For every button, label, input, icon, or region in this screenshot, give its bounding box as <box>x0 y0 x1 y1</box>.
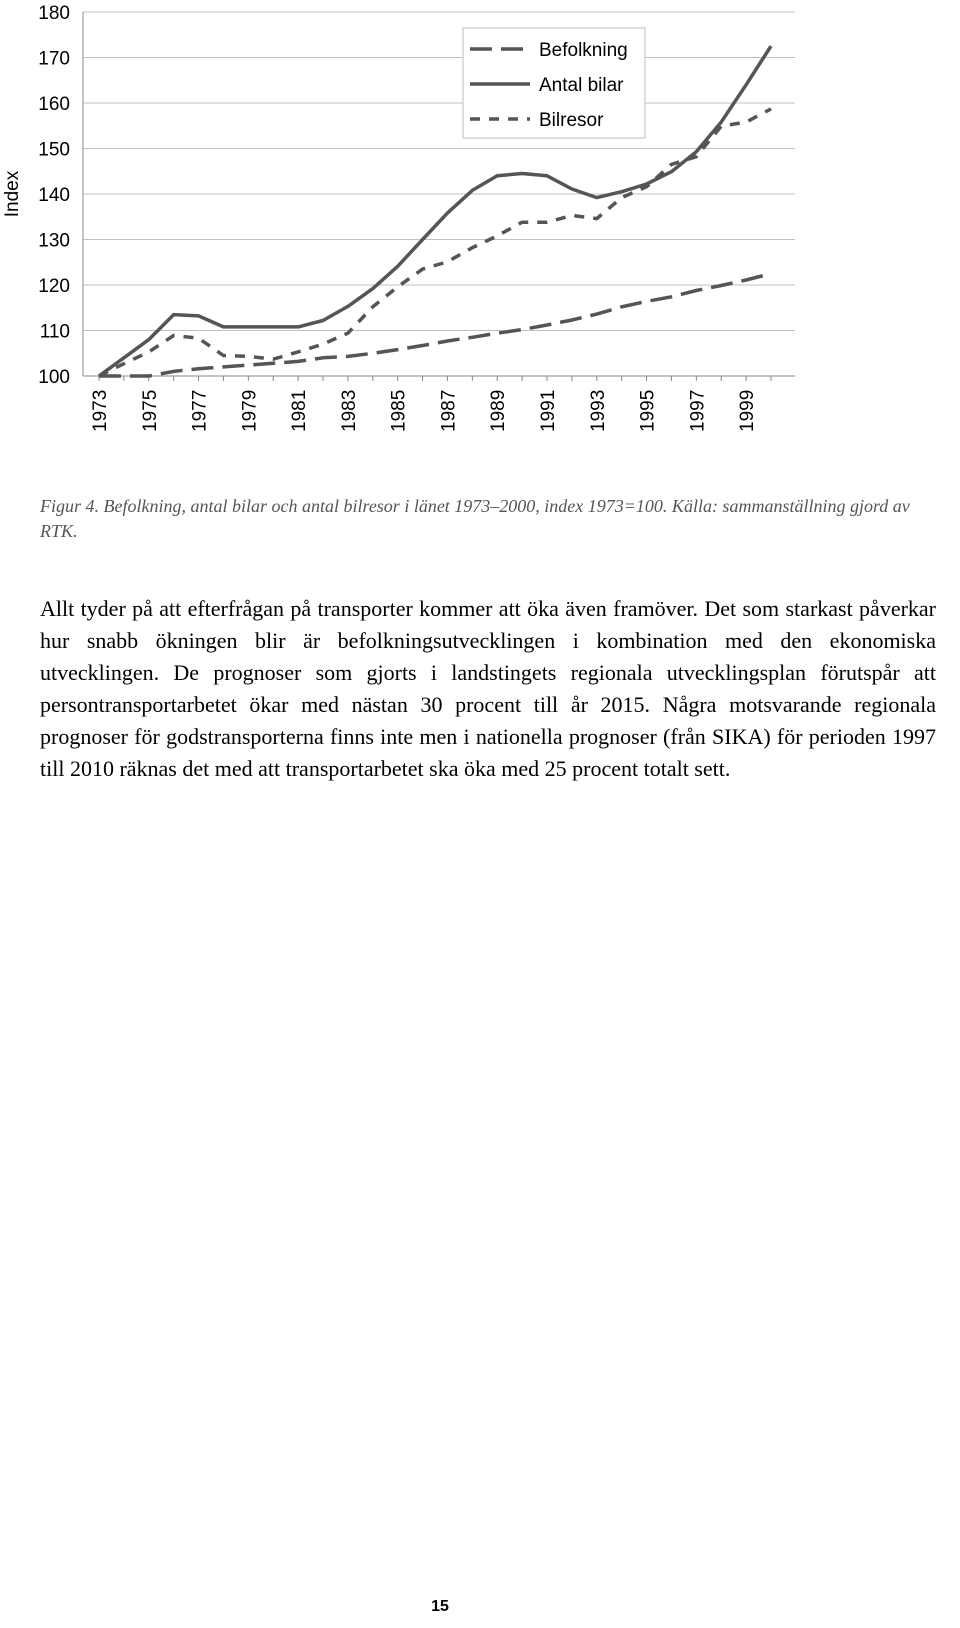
x-tick-label: 1973 <box>90 389 111 432</box>
legend-label: Antal bilar <box>539 75 624 96</box>
x-tick-label: 1995 <box>637 389 659 432</box>
x-tick-label: 1983 <box>338 389 360 432</box>
line-chart <box>0 0 960 470</box>
legend-label: Bilresor <box>539 110 604 131</box>
y-tick-label: 170 <box>38 48 70 70</box>
x-tick-label: 1975 <box>139 389 161 432</box>
x-tick-label: 1985 <box>388 389 410 432</box>
y-tick-label: 140 <box>38 185 70 206</box>
y-axis-label: Index <box>2 170 23 218</box>
series-line-antal-bilar <box>99 46 771 376</box>
series-line-befolkning <box>99 274 771 376</box>
y-tick-labels <box>38 3 70 388</box>
body-paragraph: Allt tyder på att efterfrågan på transporter kommer att öka även framöver. Det som starkast påverkar hur snabb ökningen blir är befolkningsutvecklingen i kombination med den ekonomiska utvecklingen. De prognoser som gjorts i landstingets regionala utvecklingsplan förutspår att persontransportarbetet ökar med nästan 30 procent till år 2015. Några motsvarande regionala prognoser för godstransporterna finns inte men i nationella prognoser (från SIKA) för perioden 1997 till 2010 räknas det med att transportarbetet ska öka med 25 procent totalt sett. <box>40 596 936 781</box>
y-tick-label: 120 <box>38 276 70 297</box>
legend <box>463 28 645 138</box>
x-tick-label: 1997 <box>687 389 709 432</box>
x-tick-label: 1989 <box>488 389 510 432</box>
y-tick-label: 100 <box>38 367 70 388</box>
y-tick-label: 110 <box>39 321 70 343</box>
x-tick-label: 1999 <box>737 389 759 432</box>
x-tick-labels <box>90 390 758 432</box>
y-tick-label: 130 <box>38 230 70 252</box>
x-tick-label: 1987 <box>438 389 460 432</box>
series-lines <box>99 46 771 376</box>
x-tick-label: 1991 <box>538 389 559 432</box>
x-tick-label: 1979 <box>239 389 261 432</box>
x-tick-label: 1981 <box>289 389 311 432</box>
chart-axes <box>83 12 795 381</box>
grid-lines <box>83 12 795 376</box>
y-tick-label: 160 <box>38 94 70 115</box>
x-tick-label: 1977 <box>189 389 211 432</box>
legend-label: Befolkning <box>539 40 628 61</box>
figure-caption: Figur 4. Befolkning, antal bilar och antal bilresor i länet 1973–2000, index 1973=100. Källa: sammanställning gjord av RTK. <box>40 496 910 541</box>
y-tick-label: 150 <box>38 139 70 161</box>
y-tick-label: 180 <box>38 3 70 24</box>
x-tick-label: 1993 <box>587 389 609 432</box>
page-number: 15 <box>431 1598 449 1615</box>
